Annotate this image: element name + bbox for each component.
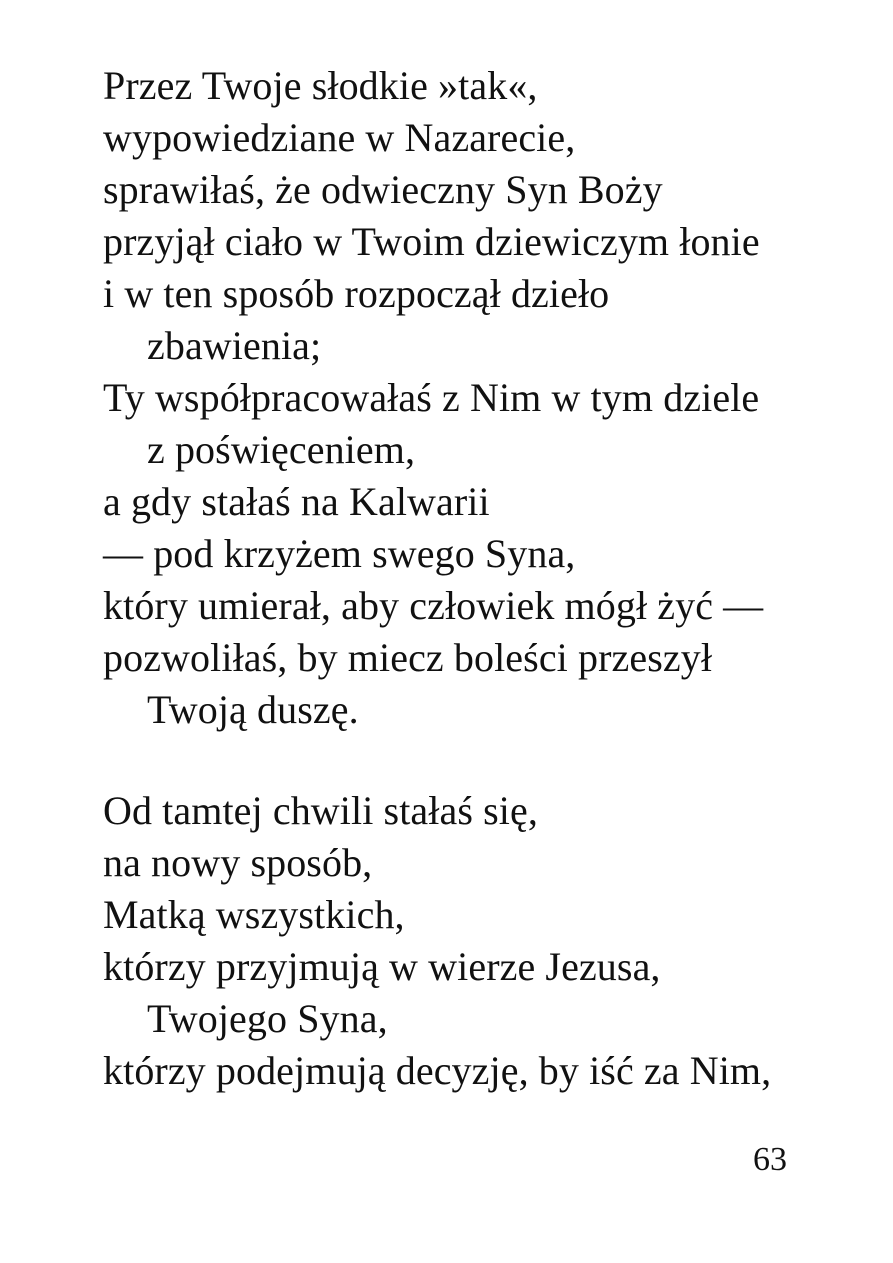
- verse-line: pozwoliłaś, by miecz boleści przeszył: [103, 635, 713, 680]
- verse-line: który umierał, aby człowiek mógł żyć —: [103, 583, 764, 628]
- verse-line: Ty współpracowałaś z Nim w tym dziele: [103, 375, 760, 420]
- verse-line: sprawiłaś, że odwieczny Syn Boży: [103, 167, 663, 212]
- verse-line: na nowy sposób,: [103, 840, 373, 885]
- verse-line: którzy przyjmują w wierze Jezusa,: [103, 944, 661, 989]
- stanza-1: [103, 60, 823, 736]
- stanza-2: [103, 785, 823, 1097]
- verse-line-continuation: z poświęceniem,: [147, 427, 416, 472]
- verse-line: którzy podejmują decyzję, by iść za Nim,: [103, 1048, 772, 1093]
- verse-line: Od tamtej chwili stałaś się,: [103, 788, 538, 833]
- verse-line-continuation: zbawienia;: [147, 323, 322, 368]
- verse-line: — pod krzyżem swego Syna,: [103, 531, 576, 576]
- verse-line: a gdy stałaś na Kalwarii: [103, 479, 490, 524]
- verse-line-continuation: Twoją duszę.: [147, 687, 359, 732]
- verse-line: przyjął ciało w Twoim dziewiczym łonie: [103, 219, 760, 264]
- verse-line: Matką wszystkich,: [103, 892, 405, 937]
- page-number: 63: [753, 1141, 787, 1178]
- verse-line-continuation: Twojego Syna,: [147, 996, 388, 1041]
- verse-line: wypowiedziane w Nazarecie,: [103, 115, 576, 160]
- verse-line: i w ten sposób rozpoczął dzieło: [103, 271, 610, 316]
- verse-line: Przez Twoje słodkie »tak«,: [103, 63, 538, 108]
